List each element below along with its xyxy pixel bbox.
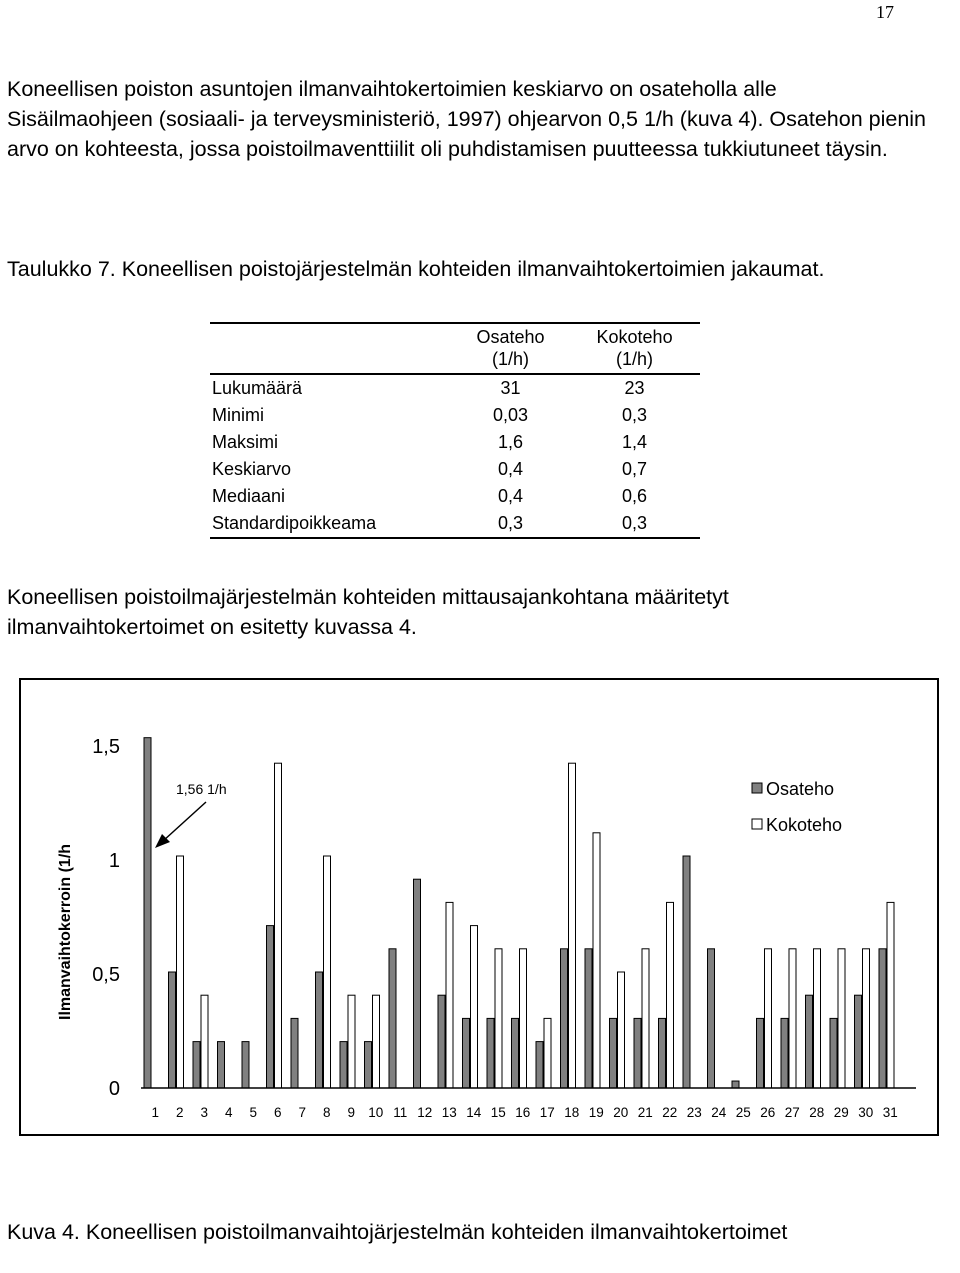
- osateho-value: 1,6: [498, 432, 524, 452]
- bar-osateho-5: [242, 1042, 249, 1088]
- bar-osateho-15: [487, 1018, 494, 1088]
- y-axis-label-group: [57, 844, 74, 1020]
- y-tick-labels: [92, 736, 120, 1100]
- bar-osateho-17: [536, 1042, 543, 1088]
- osateho-value: 0,3: [498, 513, 524, 533]
- legend-swatch-osateho: [752, 783, 762, 793]
- x-tick-label: 11: [393, 1105, 408, 1120]
- x-tick-label: 20: [613, 1105, 629, 1120]
- bar-osateho-1: [144, 738, 151, 1088]
- bar-kokoteho-21: [642, 949, 649, 1088]
- bar-kokoteho-13: [446, 902, 453, 1088]
- bar-osateho-2: [169, 972, 176, 1088]
- osateho-value: 0,03: [493, 405, 529, 425]
- bar-kokoteho-10: [373, 995, 380, 1088]
- x-tick-label: 27: [784, 1105, 800, 1120]
- y-tick-label: 0: [108, 1078, 120, 1100]
- x-tick-label: 28: [809, 1105, 825, 1120]
- x-tick-label: 12: [417, 1105, 433, 1120]
- table-row: [210, 483, 700, 510]
- row-label: Mediaani: [212, 486, 286, 506]
- page-number: 17: [876, 2, 894, 22]
- intro-paragraph: Koneellisen poiston asuntojen ilmanvaihtokertoimien keskiarvo on osateholla alle Sisäilmaohjeen (sosiaali- ja terveysministeriö, 1997) ohjearvon 0,5 1/h (kuva 4). Osatehon pienin arvo on kohteesta, jossa poistoilmaventtiilit oli puhdistamisen puutteessa tukkiutuneet täysin.: [7, 77, 927, 161]
- annotation-label: 1,56 1/h: [176, 781, 227, 797]
- table-row: [210, 402, 700, 429]
- x-tick-label: 31: [882, 1105, 898, 1120]
- kokoteho-value: 0,3: [622, 405, 648, 425]
- annotation: [155, 781, 227, 848]
- bar-osateho-22: [659, 1018, 666, 1088]
- legend-label-kokoteho: Kokoteho: [766, 815, 843, 835]
- x-tick-label: 23: [686, 1105, 702, 1120]
- bar-kokoteho-2: [177, 856, 184, 1088]
- x-tick-label: 13: [441, 1105, 457, 1120]
- x-tick-label: 9: [347, 1105, 356, 1120]
- bar-osateho-16: [512, 1018, 519, 1088]
- x-tick-label: 19: [588, 1105, 604, 1120]
- table-row: [210, 456, 700, 483]
- legend-swatch-kokoteho: [752, 819, 762, 829]
- bar-kokoteho-17: [544, 1018, 551, 1088]
- kokoteho-value: 0,3: [622, 513, 648, 533]
- x-tick-label: 8: [322, 1105, 331, 1120]
- table-header-empty: [210, 323, 452, 374]
- x-tick-label: 24: [711, 1105, 727, 1120]
- bar-osateho-23: [683, 856, 690, 1088]
- kokoteho-value: 1,4: [622, 432, 648, 452]
- chart-frame: [19, 678, 939, 1136]
- kokoteho-value: 23: [624, 378, 645, 398]
- bar-osateho-24: [708, 949, 715, 1088]
- x-tick-labels: [151, 1105, 897, 1120]
- bar-osateho-13: [438, 995, 445, 1088]
- figure-caption: Kuva 4. Koneellisen poistoilmanvaihtojärjestelmän kohteiden ilmanvaihtokertoimet: [7, 1220, 788, 1244]
- legend-label-osateho: Osateho: [766, 779, 835, 799]
- osateho-value: 0,4: [498, 459, 524, 479]
- x-tick-label: 14: [466, 1105, 482, 1120]
- bar-osateho-10: [365, 1042, 372, 1088]
- table-caption: Taulukko 7. Koneellisen poistojärjestelmän kohteiden ilmanvaihtokertoimien jakaumat.: [7, 257, 825, 281]
- bar-kokoteho-31: [887, 902, 894, 1088]
- osateho-value: 0,4: [498, 486, 524, 506]
- bar-kokoteho-15: [495, 949, 502, 1088]
- row-label: Keskiarvo: [212, 459, 292, 479]
- bar-osateho-30: [855, 995, 862, 1088]
- table-header-row: [210, 323, 700, 374]
- bar-osateho-26: [757, 1018, 764, 1088]
- row-label: Minimi: [212, 405, 264, 425]
- bar-kokoteho-9: [348, 995, 355, 1088]
- bar-kokoteho-14: [471, 926, 478, 1088]
- bar-osateho-4: [218, 1042, 225, 1088]
- x-tick-label: 10: [368, 1105, 384, 1120]
- bar-kokoteho-28: [814, 949, 821, 1088]
- bar-kokoteho-6: [275, 763, 282, 1088]
- bar-osateho-14: [463, 1018, 470, 1088]
- table-header-kokoteho: Kokoteho (1/h): [596, 327, 673, 369]
- x-tick-label: 21: [637, 1105, 653, 1120]
- bar-osateho-28: [806, 995, 813, 1088]
- bar-osateho-18: [561, 949, 568, 1088]
- bar-kokoteho-16: [520, 949, 527, 1088]
- table-header-osateho: Osateho (1/h): [476, 327, 545, 369]
- annotation-arrow-line: [163, 802, 206, 841]
- bar-osateho-25: [732, 1081, 739, 1088]
- distribution-table: [210, 322, 700, 539]
- y-axis-label: Ilmanvaihtokerroin (1/h: [57, 843, 74, 1020]
- bar-kokoteho-8: [324, 856, 331, 1088]
- bar-osateho-29: [830, 1018, 837, 1088]
- x-tick-label: 5: [249, 1105, 258, 1120]
- figure-intro-paragraph: Koneellisen poistoilmajärjestelmän kohteiden mittausajankohtana määritetyt ilmanvaihtokertoimet on esitetty kuvassa 4.: [7, 585, 729, 639]
- bar-osateho-7: [291, 1018, 298, 1088]
- bar-chart: [21, 680, 937, 1134]
- bar-osateho-9: [340, 1042, 347, 1088]
- x-tick-label: 30: [858, 1105, 874, 1120]
- kokoteho-value: 0,6: [622, 486, 648, 506]
- y-tick-label: 0,5: [92, 964, 120, 986]
- bar-osateho-3: [193, 1042, 200, 1088]
- y-tick-label: 1,5: [92, 736, 120, 758]
- kokoteho-value: 0,7: [622, 459, 648, 479]
- bar-osateho-11: [389, 949, 396, 1088]
- bar-osateho-31: [879, 949, 886, 1088]
- bar-osateho-8: [316, 972, 323, 1088]
- bar-kokoteho-18: [569, 763, 576, 1088]
- x-tick-label: 1: [151, 1105, 160, 1120]
- x-tick-label: 16: [515, 1105, 531, 1120]
- table-row: [210, 510, 700, 538]
- bar-kokoteho-26: [765, 949, 772, 1088]
- x-tick-label: 29: [833, 1105, 849, 1120]
- bar-kokoteho-3: [201, 995, 208, 1088]
- bar-osateho-12: [414, 879, 421, 1088]
- table-row: [210, 374, 700, 402]
- bar-kokoteho-20: [618, 972, 625, 1088]
- bar-osateho-19: [585, 949, 592, 1088]
- bar-osateho-20: [610, 1018, 617, 1088]
- bar-kokoteho-29: [838, 949, 845, 1088]
- x-tick-label: 18: [564, 1105, 580, 1120]
- bar-kokoteho-27: [789, 949, 796, 1088]
- x-tick-label: 6: [273, 1105, 282, 1120]
- x-tick-label: 22: [662, 1105, 678, 1120]
- x-tick-label: 2: [175, 1105, 184, 1120]
- bar-osateho-6: [267, 926, 274, 1088]
- row-label: Maksimi: [212, 432, 278, 452]
- y-tick-label: 1: [108, 850, 120, 872]
- bar-osateho-21: [634, 1018, 641, 1088]
- x-tick-label: 7: [298, 1105, 307, 1120]
- x-tick-label: 3: [200, 1105, 209, 1120]
- bar-osateho-27: [781, 1018, 788, 1088]
- x-tick-label: 26: [760, 1105, 776, 1120]
- legend: [752, 779, 842, 835]
- osateho-value: 31: [500, 378, 521, 398]
- x-tick-label: 15: [490, 1105, 506, 1120]
- row-label: Lukumäärä: [212, 378, 303, 398]
- table-row: [210, 429, 700, 456]
- x-tick-label: 17: [539, 1105, 555, 1120]
- row-label: Standardipoikkeama: [212, 513, 377, 533]
- x-tick-label: 4: [224, 1105, 233, 1120]
- bar-kokoteho-30: [863, 949, 870, 1088]
- x-tick-label: 25: [735, 1105, 751, 1120]
- bar-kokoteho-22: [667, 902, 674, 1088]
- bar-kokoteho-19: [593, 833, 600, 1088]
